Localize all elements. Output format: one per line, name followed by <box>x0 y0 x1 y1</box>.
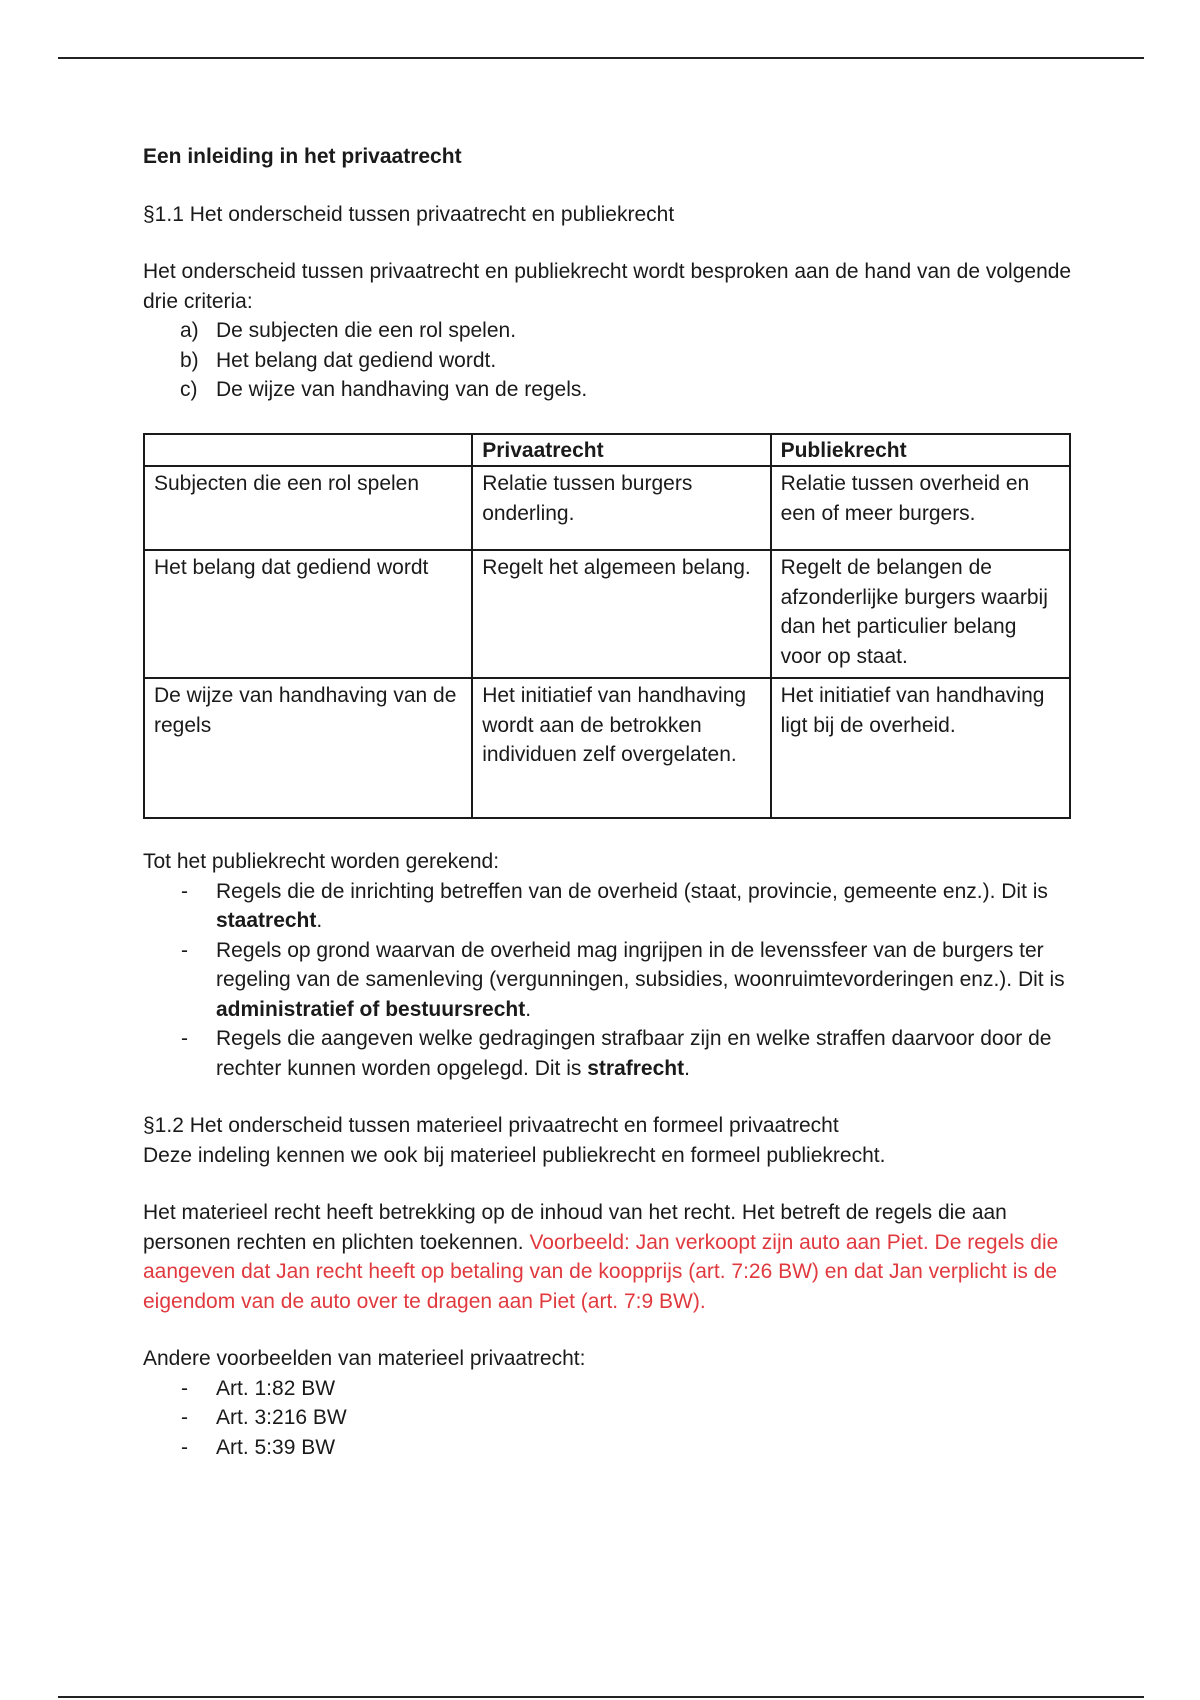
list-marker: - <box>181 938 188 962</box>
table-header-privaatrecht: Privaatrecht <box>472 434 770 467</box>
list-item <box>143 316 1083 346</box>
table-cell: Relatie tussen overheid en een of meer burgers. <box>771 466 1070 550</box>
list-item <box>143 1024 1083 1083</box>
list-item <box>143 1403 1083 1433</box>
examples-list <box>143 1374 1083 1463</box>
material-law-paragraph <box>143 1198 1083 1316</box>
section-2-heading: §1.2 Het onderscheid tussen materieel privaatrecht en formeel privaatrecht <box>143 1114 839 1137</box>
list-item <box>143 877 1083 936</box>
list-marker: b) <box>180 348 199 372</box>
list-marker: - <box>181 1435 188 1459</box>
list-item <box>143 1433 1083 1463</box>
list-item-end: . <box>316 909 323 932</box>
table-cell: Regelt het algemeen belang. <box>472 550 770 678</box>
section-1-heading: §1.1 Het onderscheid tussen privaatrecht en publiekrecht <box>143 202 675 226</box>
table-header-row <box>144 434 1070 467</box>
list-marker: - <box>181 879 188 903</box>
list-item-text: De wijze van handhaving van de regels. <box>216 378 588 401</box>
table-cell: Het belang dat gediend wordt <box>144 550 472 678</box>
list-item <box>143 936 1083 1025</box>
list-item-term: strafrecht <box>587 1056 685 1080</box>
table-row <box>144 466 1070 550</box>
header-rule <box>58 57 1144 59</box>
table-cell: Relatie tussen burgers onderling. <box>472 466 770 550</box>
list-marker: - <box>181 1406 188 1429</box>
list-item-text: Art. 3:216 BW <box>216 1406 347 1429</box>
comparison-table <box>143 433 1071 820</box>
table-cell: Het initiatief van handhaving ligt bij de overheid. <box>771 678 1070 818</box>
table-header-empty <box>144 434 472 467</box>
list-item-text: Het belang dat gediend wordt. <box>216 348 497 372</box>
table-row <box>144 678 1070 818</box>
criteria-list <box>143 316 1083 405</box>
list-item-text: Regels die aangeven welke gedragingen strafbaar zijn en welke straffen daarvoor door de rechter kunnen worden opgelegd. Dit is <box>216 1027 1052 1080</box>
footer-rule <box>58 1696 1144 1698</box>
list-item-text: De subjecten die een rol spelen. <box>216 319 517 342</box>
list-item <box>143 1374 1083 1404</box>
list-marker: - <box>181 1027 188 1050</box>
table-row <box>144 550 1070 678</box>
list-item-term: staatrecht <box>216 909 317 932</box>
public-law-list <box>143 877 1083 1084</box>
public-law-intro: Tot het publiekrecht worden gerekend: <box>143 850 500 873</box>
examples-intro: Andere voorbeelden van materieel privaatrecht: <box>143 1347 586 1370</box>
table-cell: Regelt de belangen de afzonderlijke burgers waarbij dan het particulier belang voor op staat. <box>771 550 1070 678</box>
section-1-intro: Het onderscheid tussen privaatrecht en publiekrecht wordt besproken aan de hand van de volgende drie criteria: <box>143 260 1072 313</box>
section-2-subline: Deze indeling kennen we ook bij materieel publiekrecht en formeel publiekrecht. <box>143 1143 886 1167</box>
list-item-text: Art. 1:82 BW <box>216 1376 336 1400</box>
list-item-text: Art. 5:39 BW <box>216 1435 336 1459</box>
material-law-example: Voorbeeld: Jan verkoopt zijn auto aan Piet. De regels die aangeven dat Jan recht heeft op betaling van de koopprijs (art. 7:26 BW) en dat Jan verplicht is de eigendom van de auto over te dragen aan Piet (art. 7:9 BW). <box>143 1230 1059 1313</box>
page-title: Een inleiding in het privaatrecht <box>143 145 462 168</box>
table-cell: De wijze van handhaving van de regels <box>144 678 472 818</box>
table-cell: Subjecten die een rol spelen <box>144 466 472 550</box>
material-law-text: Het materieel recht heeft betrekking op de inhoud van het recht. Het betreft de regels die aan personen rechten en plichten toekennen. <box>143 1201 1007 1254</box>
list-item <box>143 375 1083 405</box>
list-item-text: Regels op grond waarvan de overheid mag ingrijpen in de levenssfeer van de burgers ter regeling van de samenleving (vergunningen, subsidies, woonruimtevorderingen enz.). Dit is <box>216 938 1065 991</box>
list-item <box>143 346 1083 376</box>
list-marker: c) <box>180 378 198 401</box>
document-body <box>143 142 1083 1462</box>
list-marker: - <box>181 1376 188 1400</box>
table-header-publiekrecht: Publiekrecht <box>771 434 1070 467</box>
table-cell: Het initiatief van handhaving wordt aan de betrokken individuen zelf overgelaten. <box>472 678 770 818</box>
list-item-text: Regels die de inrichting betreffen van de overheid (staat, provincie, gemeente enz.). Dit is <box>216 879 1048 903</box>
list-item-end: . <box>525 997 532 1021</box>
list-item-term: administratief of bestuursrecht <box>216 997 526 1021</box>
list-marker: a) <box>180 319 199 342</box>
list-item-end: . <box>684 1056 690 1080</box>
